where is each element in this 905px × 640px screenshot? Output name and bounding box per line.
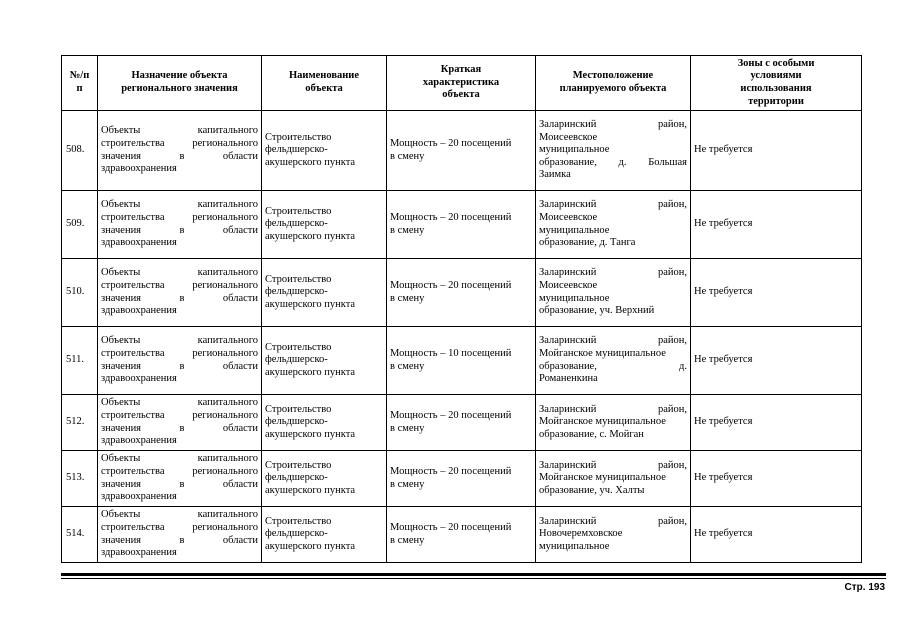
row-location: [536, 507, 691, 563]
header-zones-line: Зоны с особыми: [737, 57, 815, 69]
row-purpose: [98, 259, 262, 327]
characteristic-line: в смену: [390, 360, 425, 372]
location-line: муниципальное: [539, 540, 610, 552]
purpose-line: здравоохранения: [101, 491, 177, 503]
location-line: образование, уч. Халты: [539, 484, 645, 496]
purpose-line: Объекты капитального: [101, 267, 258, 279]
characteristic-line: в смену: [390, 478, 425, 490]
row-location: [536, 451, 691, 507]
location-line: Заларинский район,: [539, 267, 687, 279]
name-line: акушерского пункта: [265, 366, 356, 378]
row-zones: Не требуется: [691, 451, 862, 507]
row-location: [536, 191, 691, 259]
name-line: акушерского пункта: [265, 230, 356, 242]
header-zones: [691, 56, 862, 111]
header-num: [62, 56, 98, 111]
row-zones: Не требуется: [691, 507, 862, 563]
purpose-line: строительства регионального: [101, 409, 258, 421]
name-line: Строительство: [265, 205, 332, 217]
row-characteristic: [387, 395, 536, 451]
name-line: акушерского пункта: [265, 156, 356, 168]
name-line: фельдшерско-: [265, 354, 328, 366]
purpose-line: строительства регионального: [101, 211, 258, 223]
row-purpose: [98, 451, 262, 507]
purpose-line: строительства регионального: [101, 347, 258, 359]
name-line: фельдшерско-: [265, 528, 328, 540]
table-row: [62, 327, 862, 395]
purpose-line: значения в области: [101, 292, 258, 304]
purpose-line: Объекты капитального: [101, 335, 258, 347]
row-number: 514.: [62, 507, 98, 563]
header-row: [62, 56, 862, 111]
name-line: Строительство: [265, 515, 332, 527]
row-purpose: [98, 507, 262, 563]
row-location: [536, 327, 691, 395]
row-purpose: [98, 111, 262, 191]
header-purpose-line: Назначение объекта: [131, 70, 228, 82]
row-number: 513.: [62, 451, 98, 507]
header-purpose: [98, 56, 262, 111]
purpose-line: здравоохранения: [101, 163, 177, 175]
purpose-line: строительства регионального: [101, 137, 258, 149]
purpose-line: Объекты капитального: [101, 509, 258, 521]
location-line: образование, с. Мойган: [539, 428, 644, 440]
header-location-line: Местоположение: [572, 70, 654, 82]
characteristic-line: в смену: [390, 534, 425, 546]
row-characteristic: [387, 507, 536, 563]
row-number: 510.: [62, 259, 98, 327]
location-line: муниципальное: [539, 292, 610, 304]
table-row: [62, 395, 862, 451]
row-purpose: [98, 327, 262, 395]
row-object-name: [262, 451, 387, 507]
row-object-name: [262, 507, 387, 563]
table-row: [62, 259, 862, 327]
characteristic-line: Мощность – 20 посещений: [390, 521, 512, 533]
name-line: Строительство: [265, 131, 332, 143]
name-line: акушерского пункта: [265, 298, 356, 310]
row-location: [536, 395, 691, 451]
location-line: Мойганское муниципальное: [539, 472, 666, 484]
header-characteristic-line: Краткая: [440, 64, 482, 76]
purpose-line: значения в области: [101, 478, 258, 490]
purpose-line: Объекты капитального: [101, 397, 258, 409]
header-location: [536, 56, 691, 111]
location-line: Заларинский район,: [539, 335, 687, 347]
table-row: [62, 191, 862, 259]
name-line: Строительство: [265, 341, 332, 353]
characteristic-line: Мощность – 20 посещений: [390, 409, 512, 421]
row-zones: Не требуется: [691, 395, 862, 451]
header-zones-line: территории: [748, 95, 804, 107]
header-location-line: планируемого объекта: [559, 83, 667, 94]
name-line: фельдшерско-: [265, 286, 328, 298]
header-zones-line: использования: [740, 83, 812, 94]
row-object-name: [262, 395, 387, 451]
name-line: акушерского пункта: [265, 484, 356, 496]
table-row: [62, 451, 862, 507]
purpose-line: строительства регионального: [101, 465, 258, 477]
row-location: [536, 111, 691, 191]
characteristic-line: Мощность – 20 посещений: [390, 465, 512, 477]
row-purpose: [98, 395, 262, 451]
footer-rule-thick: [61, 573, 886, 576]
name-line: фельдшерско-: [265, 472, 328, 484]
location-line: Заимка: [539, 169, 571, 181]
row-number: 508.: [62, 111, 98, 191]
row-zones: Не требуется: [691, 327, 862, 395]
row-zones: Не требуется: [691, 111, 862, 191]
location-line: Заларинский район,: [539, 403, 687, 415]
purpose-line: здравоохранения: [101, 237, 177, 249]
table-row: [62, 111, 862, 191]
name-line: фельдшерско-: [265, 416, 328, 428]
row-number: 511.: [62, 327, 98, 395]
row-location: [536, 259, 691, 327]
purpose-line: значения в области: [101, 534, 258, 546]
name-line: Строительство: [265, 273, 332, 285]
location-line: Заларинский район,: [539, 199, 687, 211]
purpose-line: строительства регионального: [101, 279, 258, 291]
row-characteristic: [387, 327, 536, 395]
header-purpose-line: регионального значения: [121, 83, 238, 94]
purpose-line: здравоохранения: [101, 435, 177, 447]
row-characteristic: [387, 111, 536, 191]
row-zones: Не требуется: [691, 191, 862, 259]
purpose-line: строительства регионального: [101, 521, 258, 533]
purpose-line: значения в области: [101, 224, 258, 236]
row-characteristic: [387, 259, 536, 327]
table-row: [62, 507, 862, 563]
characteristic-line: в смену: [390, 422, 425, 434]
purpose-line: здравоохранения: [101, 373, 177, 385]
header-num-line: п: [76, 83, 83, 94]
header-characteristic: [387, 56, 536, 111]
location-line: Мойганское муниципальное: [539, 416, 666, 428]
location-line: муниципальное: [539, 144, 610, 156]
header-zones-line: условиями: [750, 70, 802, 82]
location-line: Заларинский район,: [539, 459, 687, 471]
header-characteristic-line: характеристика: [422, 76, 500, 88]
purpose-line: Объекты капитального: [101, 199, 258, 211]
row-object-name: [262, 327, 387, 395]
row-characteristic: [387, 191, 536, 259]
row-characteristic: [387, 451, 536, 507]
characteristic-line: Мощность – 20 посещений: [390, 279, 512, 291]
name-line: Строительство: [265, 459, 332, 471]
location-line: Моисеевское: [539, 211, 598, 223]
purpose-line: Объекты капитального: [101, 453, 258, 465]
row-purpose: [98, 191, 262, 259]
characteristic-line: Мощность – 10 посещений: [390, 347, 512, 359]
location-line: Романенкина: [539, 373, 598, 385]
footer-rule-thin: [61, 578, 886, 579]
characteristic-line: в смену: [390, 224, 425, 236]
location-line: Моисеевское: [539, 279, 598, 291]
name-line: фельдшерско-: [265, 218, 328, 230]
location-line: Моисеевское: [539, 131, 598, 143]
row-object-name: [262, 111, 387, 191]
row-number: 509.: [62, 191, 98, 259]
name-line: фельдшерско-: [265, 144, 328, 156]
location-line: Заларинский район,: [539, 515, 687, 527]
row-object-name: [262, 191, 387, 259]
register-table: [61, 55, 862, 563]
location-line: муниципальное: [539, 224, 610, 236]
characteristic-line: Мощность – 20 посещений: [390, 137, 512, 149]
row-number: 512.: [62, 395, 98, 451]
row-object-name: [262, 259, 387, 327]
name-line: акушерского пункта: [265, 540, 356, 552]
location-line: образование, д. Танга: [539, 237, 636, 249]
row-zones: Не требуется: [691, 259, 862, 327]
purpose-line: значения в области: [101, 422, 258, 434]
header-characteristic-line: объекта: [442, 89, 480, 101]
name-line: Строительство: [265, 403, 332, 415]
characteristic-line: в смену: [390, 292, 425, 304]
purpose-line: Объекты капитального: [101, 125, 258, 137]
location-line: Мойганское муниципальное: [539, 347, 666, 359]
characteristic-line: в смену: [390, 150, 425, 162]
location-line: Новочеремховское: [539, 528, 623, 540]
page-number: Стр. 193: [844, 582, 885, 593]
header-name-line: Наименование: [289, 70, 359, 82]
characteristic-line: Мощность – 20 посещений: [390, 211, 512, 223]
purpose-line: значения в области: [101, 360, 258, 372]
purpose-line: здравоохранения: [101, 305, 177, 317]
header-name-line: объекта: [305, 83, 343, 94]
header-num-line: №/п: [69, 70, 90, 82]
purpose-line: здравоохранения: [101, 547, 177, 559]
location-line: образование, д. Большая: [539, 156, 687, 168]
purpose-line: значения в области: [101, 150, 258, 162]
location-line: образование, уч. Верхний: [539, 305, 655, 317]
location-line: образование, д.: [539, 360, 687, 372]
header-name: [262, 56, 387, 111]
name-line: акушерского пункта: [265, 428, 356, 440]
location-line: Заларинский район,: [539, 119, 687, 131]
